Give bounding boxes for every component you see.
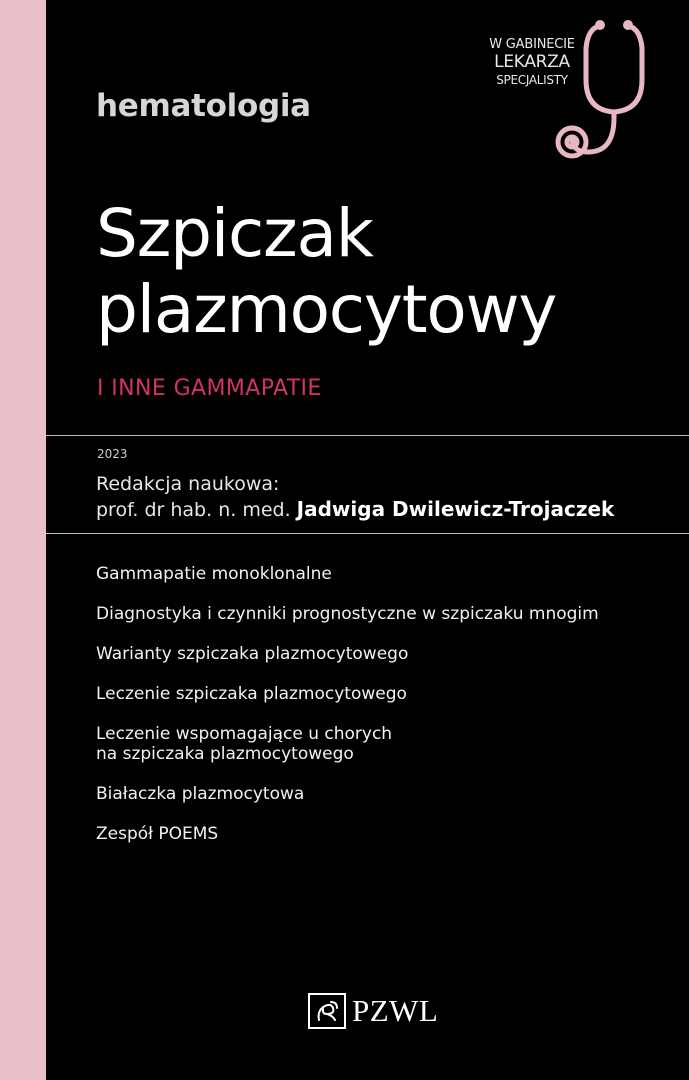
book-title xyxy=(96,196,556,348)
badge-line-3: SPECJALISTY xyxy=(496,73,568,87)
title-line-2: plazmocytowy xyxy=(96,271,557,348)
badge-line-1: W GABINECIE xyxy=(489,37,575,52)
editor-block xyxy=(96,472,614,523)
series-badge xyxy=(482,38,582,86)
contents-list xyxy=(96,564,656,864)
editor-label: Redakcja naukowa: xyxy=(96,473,280,495)
contents-item: Diagnostyka i czynniki prognostyczne w szpiczaku mnogim xyxy=(96,604,599,624)
badge-line-2: LEKARZA xyxy=(494,52,570,72)
contents-item: Warianty szpiczaka plazmocytowego xyxy=(96,644,409,664)
contents-item: Leczenie szpiczaka plazmocytowego xyxy=(96,684,407,704)
title-line-1: Szpiczak xyxy=(96,195,373,272)
publication-year: 2023 xyxy=(97,447,128,461)
contents-item-line: Leczenie wspomagające u chorych xyxy=(96,724,393,744)
publisher xyxy=(308,993,438,1029)
divider-bottom xyxy=(46,533,689,534)
editor-name: Jadwiga Dwilewicz-Trojaczek xyxy=(296,497,615,521)
book-subtitle: I INNE GAMMAPATIE xyxy=(97,376,322,401)
contents-item-line: na szpiczaka plazmocytowego xyxy=(96,744,354,764)
contents-item: Gammapatie monoklonalne xyxy=(96,564,332,584)
pzwl-logo-icon xyxy=(308,993,346,1029)
contents-item xyxy=(96,724,656,764)
editor-prefix: prof. dr hab. n. med. xyxy=(96,499,291,521)
series-label: hematologia xyxy=(96,88,311,124)
publisher-name: PZWL xyxy=(352,993,439,1028)
contents-item: Białaczka plazmocytowa xyxy=(96,784,305,804)
divider-top xyxy=(46,435,689,436)
contents-item: Zespół POEMS xyxy=(96,824,219,844)
cover-spine xyxy=(0,0,46,1080)
